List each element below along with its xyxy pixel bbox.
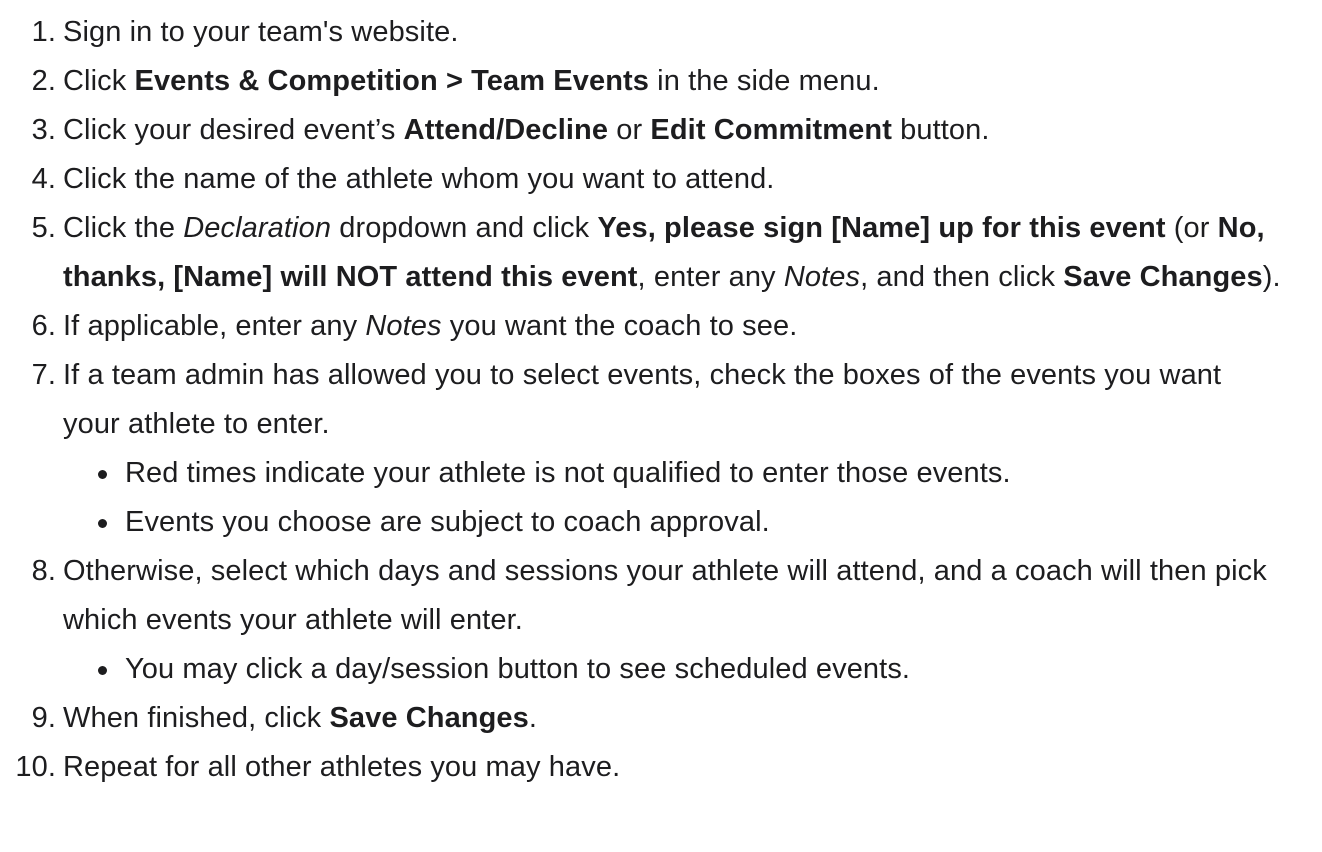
step-number: 8. (31, 555, 56, 587)
step-number: 2. (31, 65, 56, 97)
step-text: button. (891, 114, 990, 146)
step-8 (0, 547, 1322, 694)
menu-path-events-team-events: Events & Competition > Team Events (134, 65, 650, 97)
step-text: Click the (63, 212, 184, 244)
step-text: in the side menu. (649, 65, 880, 97)
step-text: or (608, 114, 651, 146)
step-8-bullets (63, 645, 1282, 694)
step-number: 4. (31, 163, 56, 195)
step-7-bullets (63, 449, 1282, 547)
notes-term: Notes (365, 310, 442, 342)
bullet-text: You may click a day/session button to see scheduled events. (125, 653, 911, 685)
step-text: If a team admin has allowed you to select events, check the boxes of the events you want your athlete to enter. (63, 359, 1222, 440)
no-thanks-option: No, thanks, [Name] will NOT attend this event (63, 212, 1265, 293)
notes-term: Notes (783, 261, 861, 293)
step-4 (0, 155, 1322, 204)
bullet-text: Events you choose are subject to coach approval. (125, 506, 770, 538)
step-text: Click your desired event’s (63, 114, 404, 146)
bullet-item (63, 645, 1282, 694)
step-text: you want the coach to see. (441, 310, 798, 342)
step-text: Sign in to your team's website. (63, 16, 459, 48)
step-number: 6. (31, 310, 56, 342)
declaration-term: Declaration (183, 212, 332, 244)
step-number: 9. (31, 702, 56, 734)
step-text: . (528, 702, 538, 734)
step-text: dropdown and click (331, 212, 598, 244)
step-text: , and then click (860, 261, 1064, 293)
bullet-dot (98, 470, 107, 479)
step-text: Click the name of the athlete whom you want to attend. (63, 163, 775, 195)
bullet-item (63, 498, 1282, 547)
step-text: When finished, click (63, 702, 330, 734)
step-10 (0, 743, 1322, 792)
step-number: 1. (31, 16, 56, 48)
save-changes-label: Save Changes (329, 702, 529, 734)
yes-sign-up-option: Yes, please sign [Name] up for this event (597, 212, 1166, 244)
edit-commitment-label: Edit Commitment (650, 114, 892, 146)
step-number: 5. (31, 212, 56, 244)
step-6 (0, 302, 1322, 351)
save-changes-label: Save Changes (1063, 261, 1263, 293)
step-text: Otherwise, select which days and sessions your athlete will attend, and a coach will then pick which events your athlete will enter. (63, 555, 1267, 636)
step-text: If applicable, enter any (63, 310, 366, 342)
step-text: ). (1262, 261, 1281, 293)
step-5 (0, 204, 1322, 302)
step-2 (0, 57, 1322, 106)
step-7 (0, 351, 1322, 547)
step-9 (0, 694, 1322, 743)
bullet-item (63, 449, 1282, 498)
bullet-dot (98, 666, 107, 675)
step-text: Repeat for all other athletes you may have. (63, 751, 621, 783)
step-1 (0, 8, 1322, 57)
attend-decline-label: Attend/Decline (403, 114, 609, 146)
step-text: , enter any (637, 261, 784, 293)
step-number: 7. (31, 359, 56, 391)
bullet-dot (98, 519, 107, 528)
step-number: 10. (15, 751, 56, 783)
step-text: Click (63, 65, 135, 97)
step-number: 3. (31, 114, 56, 146)
step-3 (0, 106, 1322, 155)
bullet-text: Red times indicate your athlete is not qualified to enter those events. (125, 457, 1011, 489)
step-text: (or (1165, 212, 1218, 244)
